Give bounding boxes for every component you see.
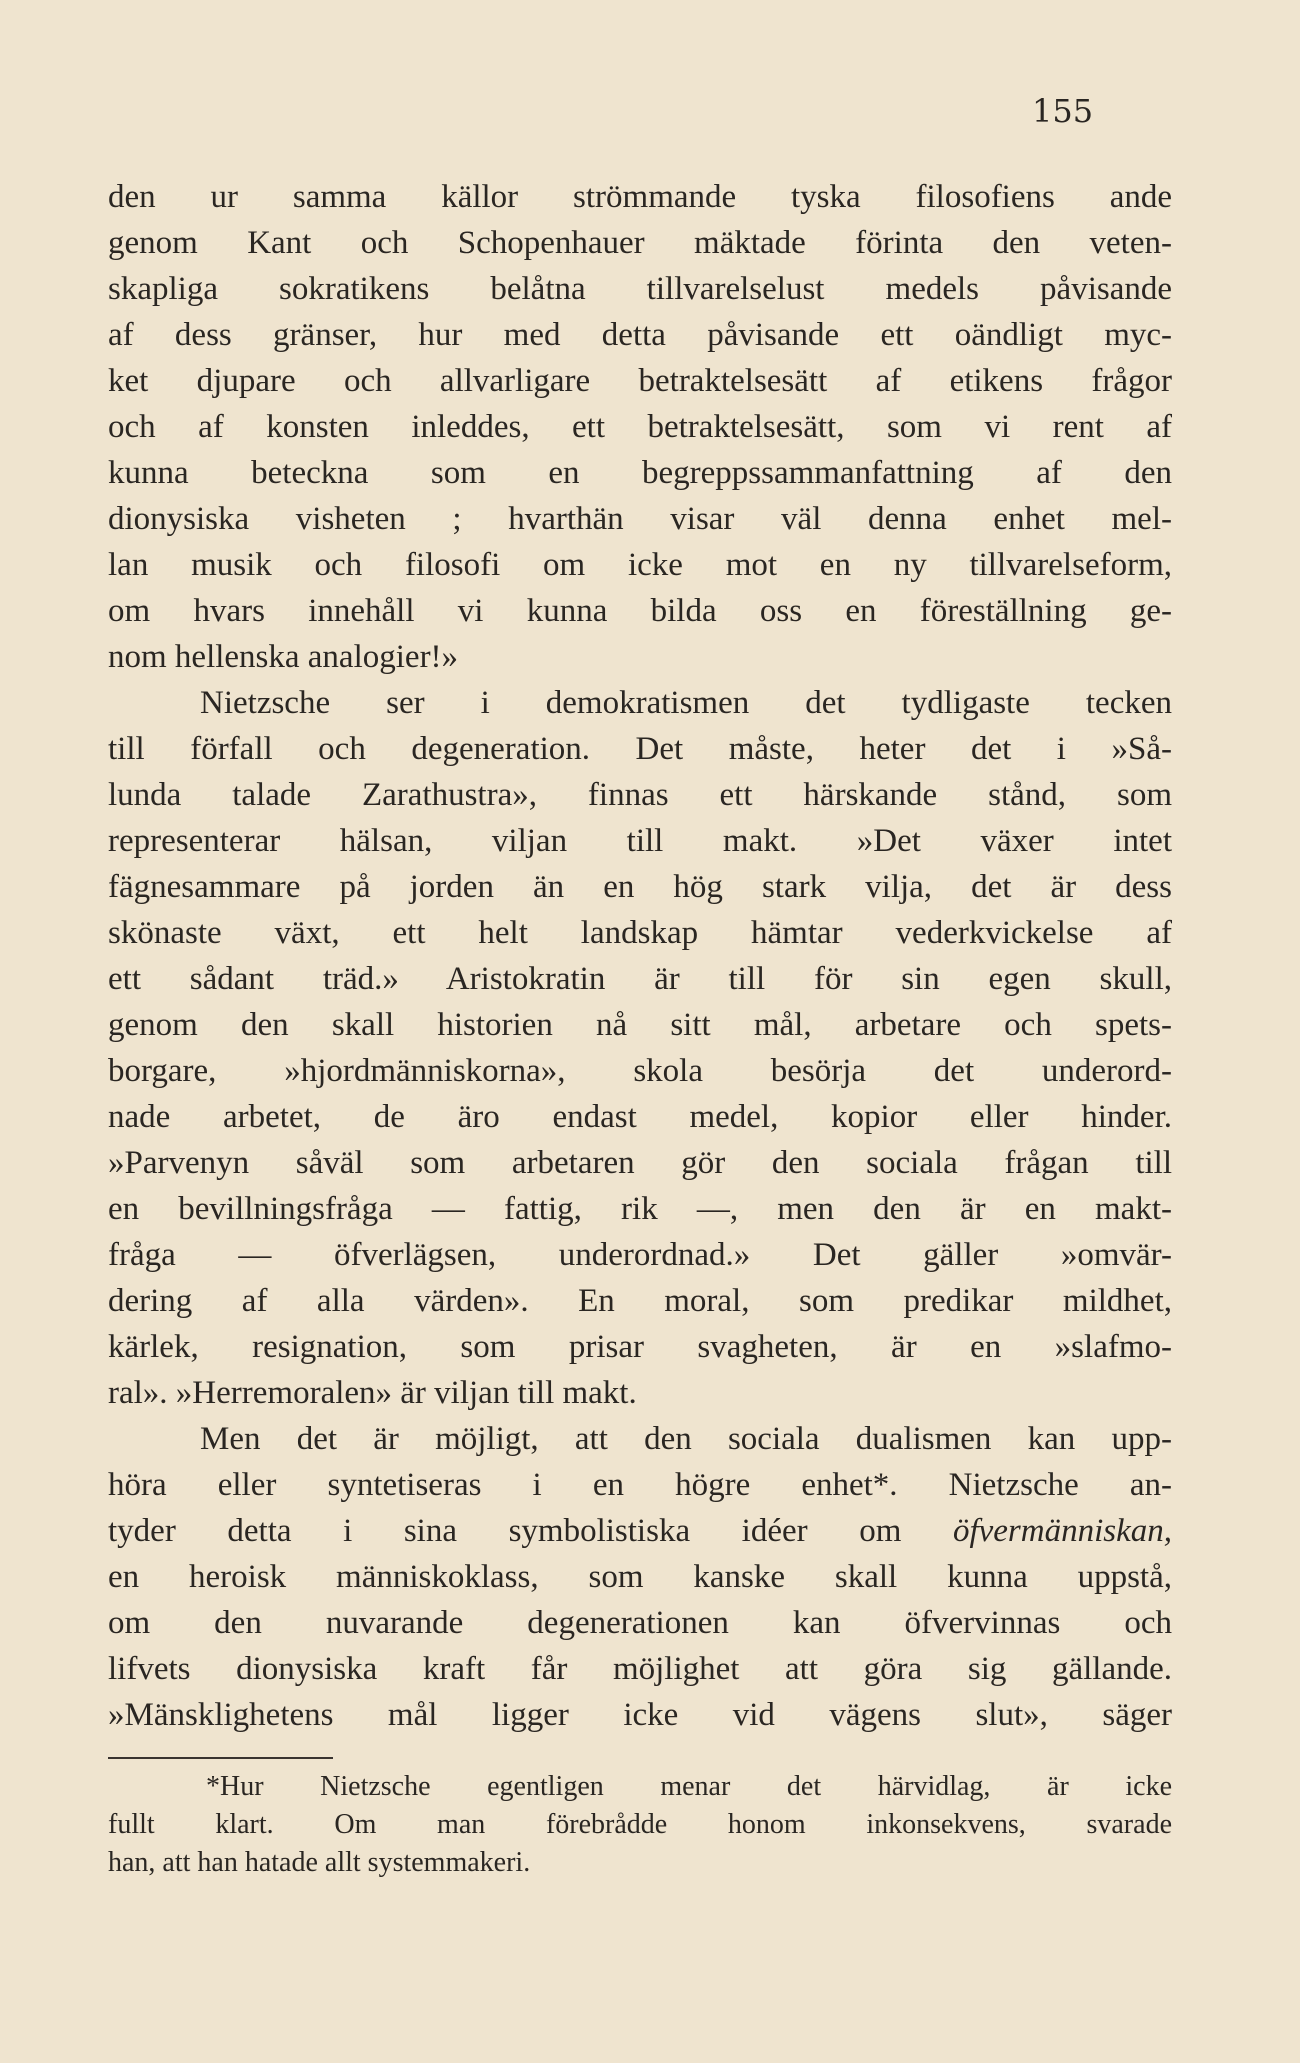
text-line: skapliga sokratikens belåtna tillvarelselust medels påvisande	[108, 271, 1172, 307]
text-line-with-italic	[108, 1508, 1172, 1554]
page-number: 155	[1032, 92, 1094, 130]
text-line: representerar hälsan, viljan till makt. »Det växer intet	[108, 823, 1172, 859]
text-line: ral». »Herremoralen» är viljan till makt.	[108, 1375, 637, 1411]
text-line: höra eller syntetiseras i en högre enhet*. Nietzsche an-	[108, 1467, 1172, 1503]
paragraph-start-line: Men det är möjligt, att den sociala dualismen kan upp-	[200, 1421, 1172, 1457]
footnote-line: *Hur Nietzsche egentligen menar det härvidlag, är icke	[206, 1771, 1172, 1802]
text-line: dering af alla värden». En moral, som predikar mildhet,	[108, 1283, 1172, 1319]
text-line: lunda talade Zarathustra», finnas ett härskande stånd, som	[108, 777, 1172, 813]
text-line: borgare, »hjordmänniskorna», skola besörja det underord-	[108, 1053, 1172, 1089]
paragraph-start-line: Nietzsche ser i demokratismen det tydligaste tecken	[200, 685, 1172, 721]
text-line: ett sådant träd.» Aristokratin är till för sin egen skull,	[108, 961, 1172, 997]
text-line: en heroisk människoklass, som kanske skall kunna uppstå,	[108, 1559, 1172, 1595]
text-line: en bevillningsfråga — fattig, rik —, men den är en makt-	[108, 1191, 1172, 1227]
text-line: dionysiska visheten ; hvarthän visar väl denna enhet mel-	[108, 501, 1172, 537]
text-line: lifvets dionysiska kraft får möjlighet att göra sig gällande.	[108, 1651, 1172, 1687]
body-text	[108, 174, 1172, 1738]
text-line: genom Kant och Schopenhauer mäktade förinta den veten-	[108, 225, 1172, 261]
text-line: skönaste växt, ett helt landskap hämtar vederkvickelse af	[108, 915, 1172, 951]
text-line: »Parvenyn såväl som arbetaren gör den sociala frågan till	[108, 1145, 1172, 1181]
text-line: till förfall och degeneration. Det måste, heter det i »Så-	[108, 731, 1172, 767]
text-line: »Mänsklighetens mål ligger icke vid vägens slut», säger	[108, 1697, 1172, 1733]
text-line: lan musik och filosofi om icke mot en ny tillvarelseform,	[108, 547, 1172, 583]
text-line: och af konsten inleddes, ett betraktelsesätt, som vi rent af	[108, 409, 1172, 445]
footnote-divider	[108, 1757, 333, 1759]
text-line: den ur samma källor strömmande tyska filosofiens ande	[108, 179, 1172, 215]
text-line: fråga — öfverlägsen, underordnad.» Det gäller »omvär-	[108, 1237, 1172, 1273]
text-line: ket djupare och allvarligare betraktelsesätt af etikens frågor	[108, 363, 1172, 399]
text-line: fägnesammare på jorden än en hög stark vilja, det är dess	[108, 869, 1172, 905]
footnote-line: fullt klart. Om man förebrådde honom inkonsekvens, svarade	[108, 1809, 1172, 1840]
text-line: nade arbetet, de äro endast medel, kopior eller hinder.	[108, 1099, 1172, 1135]
text-line: om hvars innehåll vi kunna bilda oss en föreställning ge-	[108, 593, 1172, 629]
text-line: genom den skall historien nå sitt mål, arbetare och spets-	[108, 1007, 1172, 1043]
italic-term: öfvermänniskan,	[952, 1513, 1172, 1549]
footnote-line: han, att han hatade allt systemmakeri.	[108, 1847, 531, 1878]
text-line: kunna beteckna som en begreppssammanfattning af den	[108, 455, 1172, 491]
text-line: om den nuvarande degenerationen kan öfvervinnas och	[108, 1605, 1172, 1641]
footnote	[108, 1768, 1172, 1882]
text-line: nom hellenska analogier!»	[108, 639, 459, 675]
text-line: af dess gränser, hur med detta påvisande ett oändligt myc-	[108, 317, 1172, 353]
text-segment: tyder detta i sina symbolistiska idéer om	[108, 1513, 953, 1549]
text-line: kärlek, resignation, som prisar svagheten, är en »slafmo-	[108, 1329, 1172, 1365]
